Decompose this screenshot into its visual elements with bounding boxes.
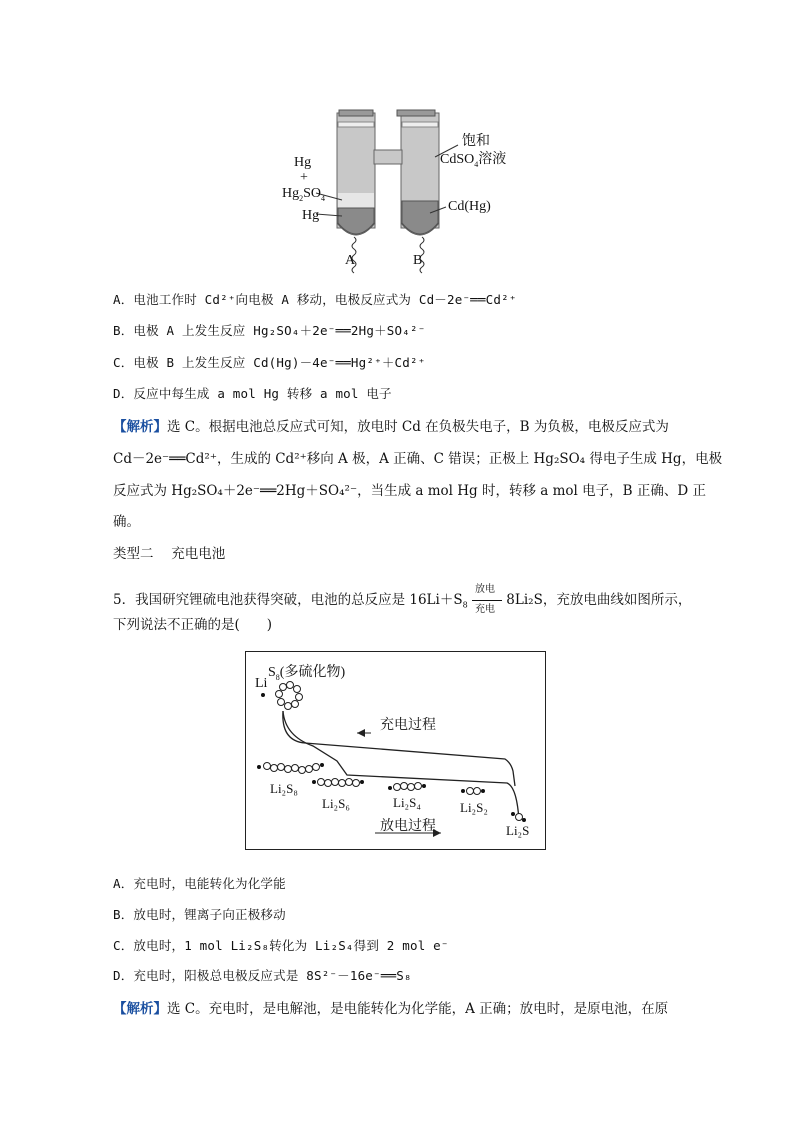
label-li2s2: Li₂S₂: [460, 800, 488, 815]
label-discharge-process: 放电过程: [380, 819, 436, 834]
label-plus: +: [300, 170, 308, 185]
q4-analysis-line1: 【解析】选 C。根据电池总反应式可知，放电时 Cd 在负极失电子，B 为负极，电极反应式为: [113, 419, 669, 435]
q4-option-b: B．电极 A 上发生反应 Hg₂SO₄＋2e⁻══2Hg＋SO₄²⁻: [113, 323, 426, 338]
analysis-tag: 【解析】: [113, 1001, 167, 1017]
label-saturated: 饱和: [462, 134, 490, 149]
q4-option-a: A．电池工作时 Cd²⁺向电极 A 移动，电极反应式为 Cd－2e⁻══Cd²⁺: [113, 292, 517, 307]
q4-analysis-line4: 确。: [113, 514, 140, 530]
q5-stem-line1: 5．我国研究锂硫电池获得突破，电池的总反应是 $16Li+S_8$ 放电 充电 8Li₂S，充放电曲线如图所示，: [113, 583, 692, 615]
q4-analysis-line3: 反应式为 Hg₂SO₄＋2e⁻══2Hg＋SO₄²⁻，当生成 a mol Hg 时，转移 a mol 电子，B 正确、D 正: [113, 483, 706, 499]
label-li: Li: [255, 676, 268, 691]
q5-option-a: A．充电时，电能转化为化学能: [113, 876, 286, 891]
section-heading: 类型二 充电电池: [113, 546, 226, 562]
label-li2s: Li₂S: [506, 823, 530, 838]
analysis-tag: 【解析】: [113, 419, 167, 435]
label-cd-hg: Cd(Hg): [448, 199, 491, 214]
reversible-arrow: 放电 充电: [472, 594, 502, 608]
label-electrode-a: A: [345, 253, 356, 268]
label-hg: Hg: [294, 155, 312, 170]
q4-option-c: C．电极 B 上发生反应 Cd(Hg)－4e⁻══Hg²⁺＋Cd²⁺: [113, 355, 426, 370]
q4-analysis-line2: Cd－2e⁻══Cd²⁺，生成的 Cd²⁺移向 A 极，A 正确、C 错误；正极上 Hg₂SO₄ 得电子生成 Hg，电极: [113, 451, 723, 467]
q5-option-d: D．充电时，阳极总电极反应式是 8S²⁻－16e⁻══S₈: [113, 968, 412, 983]
label-hg2so4: $Hg_2SO_4$: [282, 186, 326, 203]
label-s8: $S_8$(多硫化物): [268, 665, 346, 682]
label-hg-bottom: Hg: [302, 208, 320, 223]
label-cdso4: CdSO$_4$溶液: [440, 152, 507, 169]
q5-option-b: B．放电时，锂离子向正极移动: [113, 907, 286, 922]
q5-option-c: C．放电时，1 mol Li₂S₈转化为 Li₂S₄得到 2 mol e⁻: [113, 938, 449, 953]
label-charge-process: 充电过程: [380, 718, 436, 733]
label-li2s6: Li₂S₆: [322, 796, 350, 811]
label-electrode-b: B: [413, 253, 423, 268]
label-li2s4: Li₂S₄: [393, 795, 421, 810]
q4-option-d: D．反应中每生成 a mol Hg 转移 a mol 电子: [113, 386, 392, 401]
q5-analysis-line1: 【解析】选 C。充电时，是电解池，是电能转化为化学能，A 正确；放电时，是原电池，在原: [113, 1001, 669, 1017]
label-li2s8: Li₂S₈: [270, 781, 298, 796]
q5-stem-line2: 下列说法不正确的是( ): [113, 617, 273, 633]
